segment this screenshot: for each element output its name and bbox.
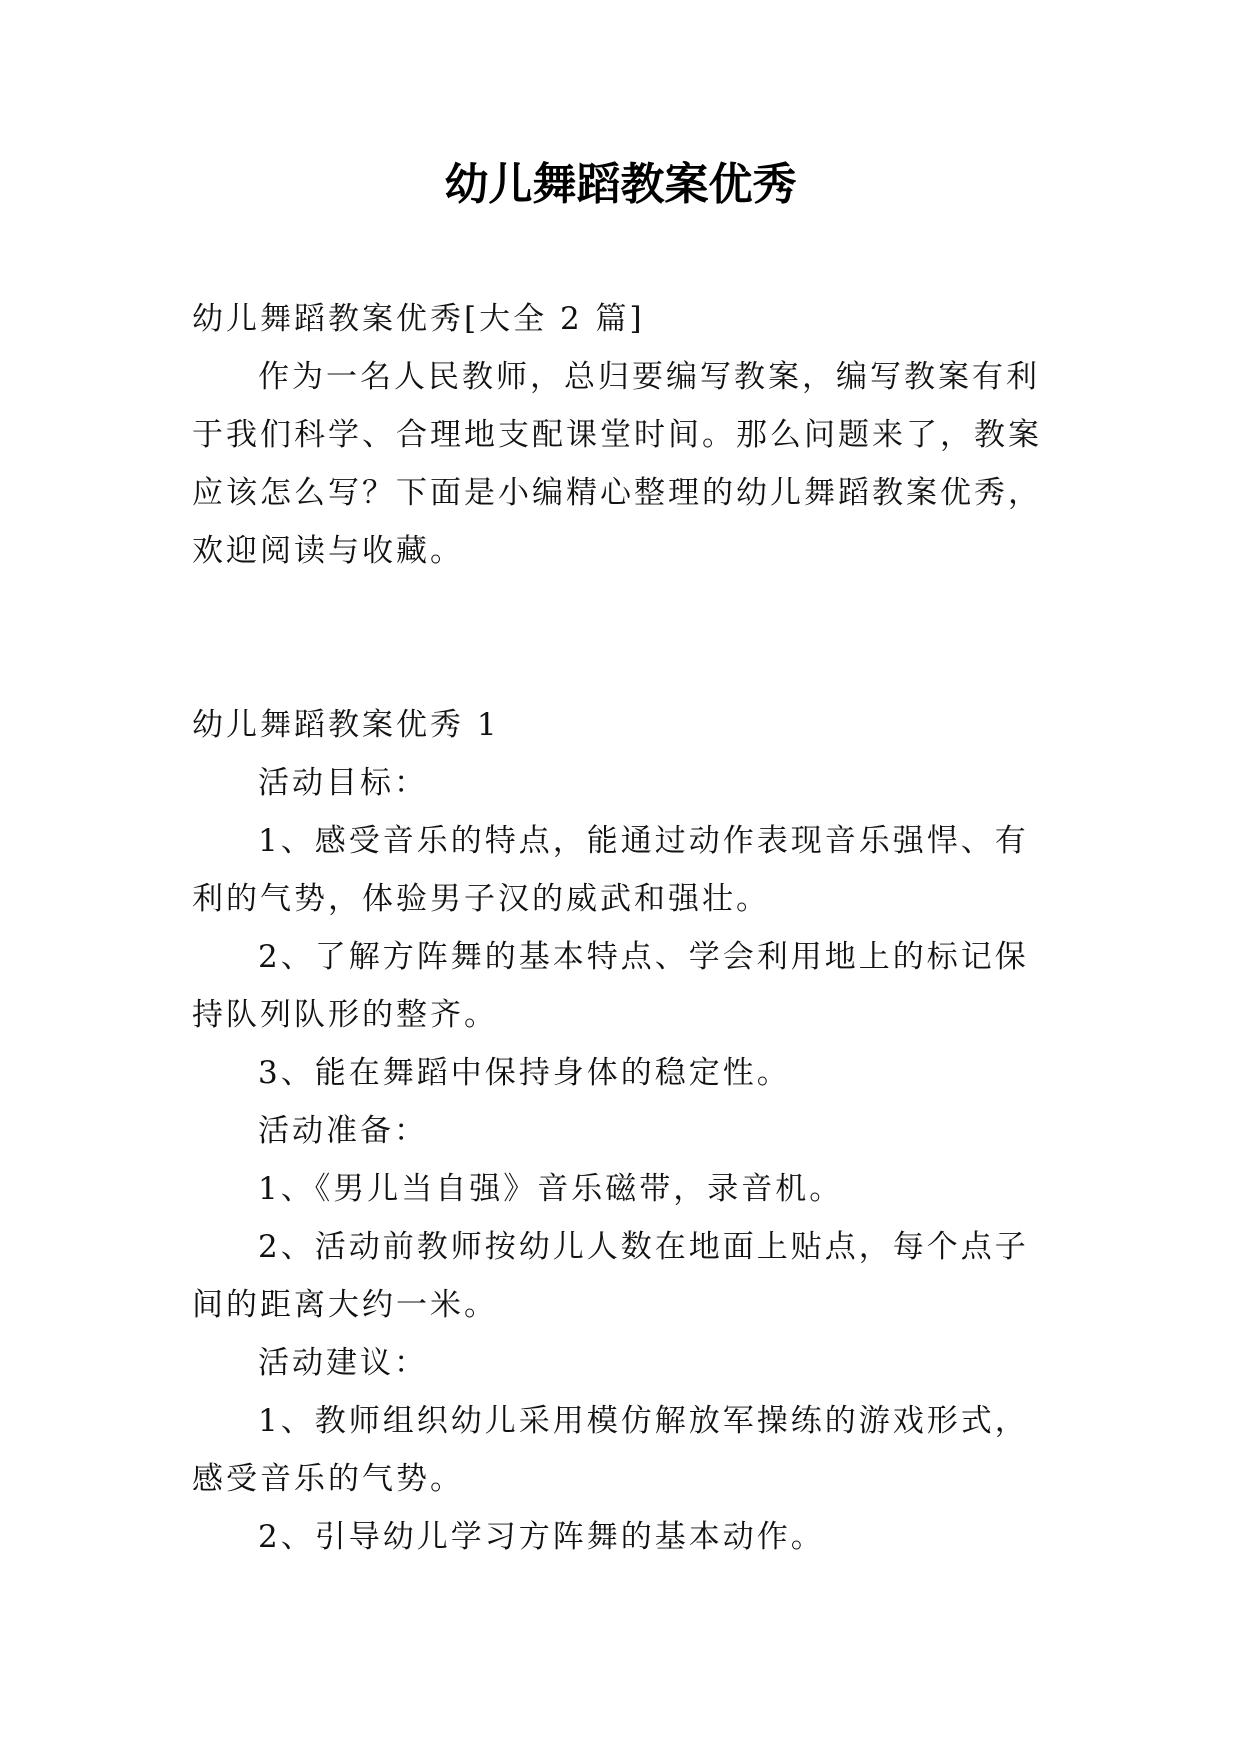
document-title: 幼儿舞蹈教案优秀 xyxy=(444,159,797,210)
suggestion-item-2: 2、引导幼儿学习方阵舞的基本动作。 xyxy=(258,1519,825,1555)
goals-label: 活动目标： xyxy=(258,765,428,801)
suggestions-label: 活动建议： xyxy=(258,1345,428,1381)
intro-paragraph: 作为一名人民教师，总归要编写教案，编写教案有利于我们科学、合理地支配课堂时间。那么问题来了，教案应该怎么写？下面是小编精心整理的幼儿舞蹈教案优秀，欢迎阅读与收藏。 xyxy=(192,359,1042,569)
preparation-label: 活动准备： xyxy=(258,1113,428,1149)
goal-item-3: 3、能在舞蹈中保持身体的稳定性。 xyxy=(258,1055,791,1091)
section-heading: 幼儿舞蹈教案优秀 1 xyxy=(192,707,500,743)
document-subtitle: 幼儿舞蹈教案优秀[大全 2 篇] xyxy=(192,301,645,337)
preparation-item-1: 1、《男儿当自强》音乐磁带，录音机。 xyxy=(258,1171,844,1207)
goal-item-1: 1、感受音乐的特点，能通过动作表现音乐强悍、有利的气势，体验男子汉的威武和强壮。 xyxy=(192,823,1029,917)
document-body xyxy=(192,290,1052,1566)
goal-item-2: 2、了解方阵舞的基本特点、学会利用地上的标记保持队列队形的整齐。 xyxy=(192,939,1029,1033)
preparation-item-2: 2、活动前教师按幼儿人数在地面上贴点，每个点子间的距离大约一米。 xyxy=(192,1229,1029,1323)
section-spacer xyxy=(192,580,1052,696)
suggestion-item-1: 1、教师组织幼儿采用模仿解放军操练的游戏形式，感受音乐的气势。 xyxy=(192,1403,1029,1497)
